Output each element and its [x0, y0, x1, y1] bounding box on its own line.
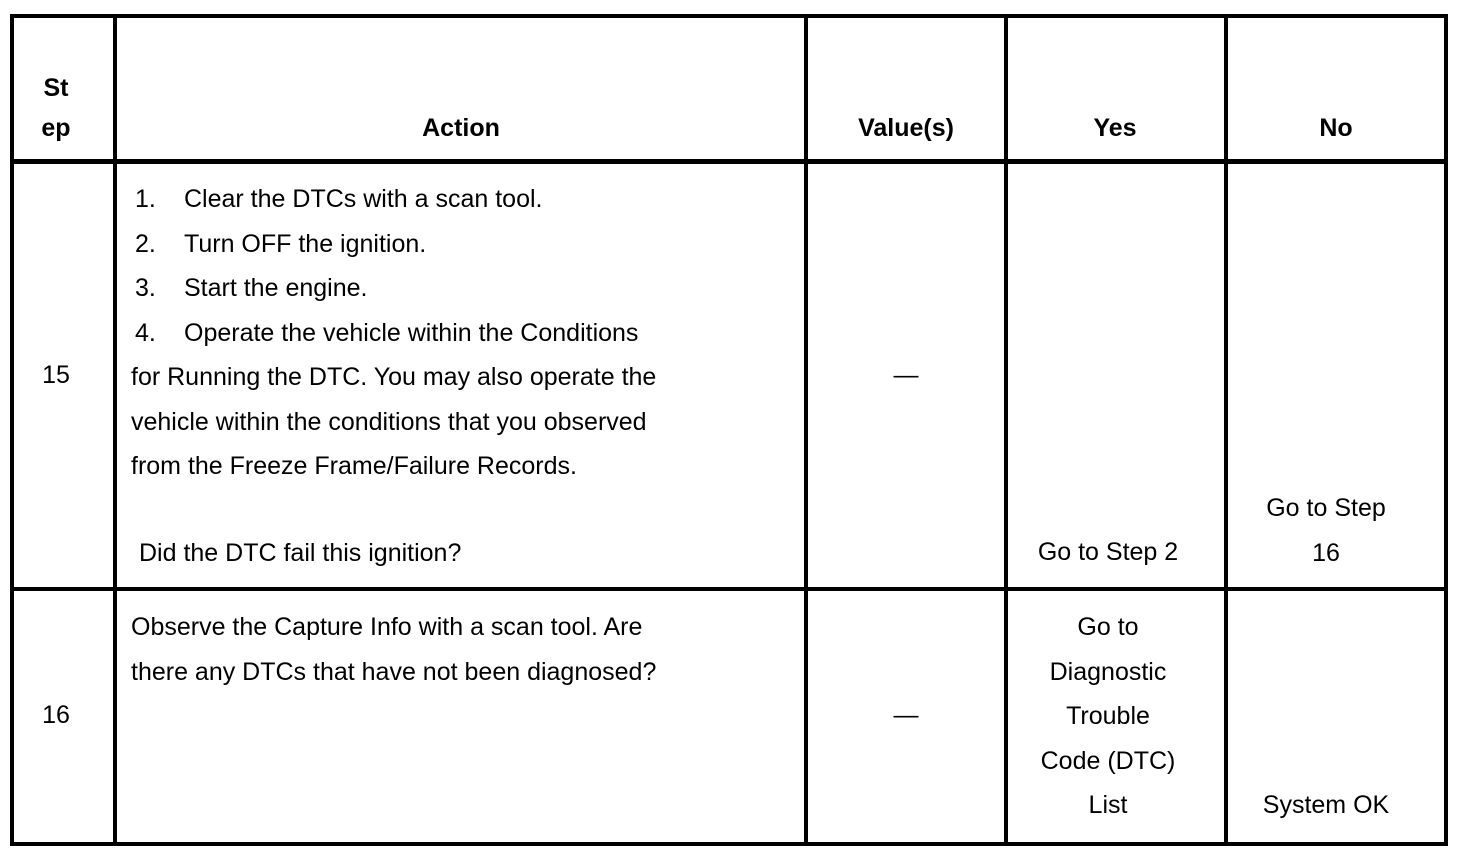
yes-line: Go to Step 2: [1037, 538, 1179, 566]
header-yes: Yes: [1093, 114, 1137, 142]
action-line: there any DTCs that have not been diagnosed?: [131, 657, 657, 686]
header-no: No: [1319, 114, 1353, 142]
table-top-border: [10, 14, 1448, 18]
list-number: 1.: [135, 185, 156, 213]
step-number: 16: [42, 701, 70, 729]
action-list-item: [131, 311, 801, 356]
list-number: 3.: [135, 274, 156, 302]
no-line: System OK: [1262, 791, 1390, 819]
action-list-item: [131, 266, 801, 311]
no-cell: [1228, 783, 1424, 828]
yes-line: Go to: [1077, 613, 1139, 641]
list-number: 4.: [135, 318, 156, 347]
header-step-line: ep: [41, 114, 71, 142]
value-cell: —: [893, 361, 919, 389]
header-bottom-border: [10, 159, 1448, 164]
list-text: Operate the vehicle within the Conditions: [184, 318, 639, 347]
value-cell: —: [893, 701, 919, 729]
header-values: Value(s): [858, 114, 954, 142]
list-text: Turn OFF the ignition.: [184, 229, 427, 258]
list-text: Start the engine.: [184, 274, 368, 302]
action-question: Did the DTC fail this ignition?: [139, 538, 462, 567]
yes-line: List: [1088, 791, 1128, 819]
step-number: 15: [42, 361, 70, 389]
row-divider: [10, 587, 1448, 591]
yes-cell: [1008, 605, 1208, 828]
table-right-border: [1444, 14, 1448, 846]
action-continuation-line: for Running the DTC. You may also operate the: [131, 363, 657, 391]
header-action: Action: [422, 114, 500, 142]
action-cell: [131, 605, 801, 694]
header-step: [14, 68, 98, 148]
yes-line: Diagnostic: [1049, 657, 1167, 686]
no-cell: [1228, 486, 1424, 575]
action-continuation-line: from the Freeze Frame/Failure Records.: [131, 452, 577, 480]
column-divider: [113, 14, 117, 846]
yes-line: Code (DTC): [1040, 746, 1176, 775]
table-bottom-border: [10, 842, 1448, 846]
action-list-item: [131, 177, 801, 222]
no-line: 16: [1312, 538, 1340, 567]
action-continuation-line: vehicle within the conditions that you observed: [131, 407, 647, 436]
header-step-line: St: [43, 74, 69, 102]
list-text: Clear the DTCs with a scan tool.: [184, 185, 543, 213]
action-cell: [131, 177, 801, 575]
list-number: 2.: [135, 229, 156, 258]
action-line: Observe the Capture Info with a scan tool. Are: [131, 613, 643, 641]
yes-line: Trouble: [1066, 702, 1150, 730]
action-list-item: [131, 222, 801, 267]
yes-cell: [1008, 530, 1208, 575]
no-line: Go to Step: [1266, 494, 1386, 522]
